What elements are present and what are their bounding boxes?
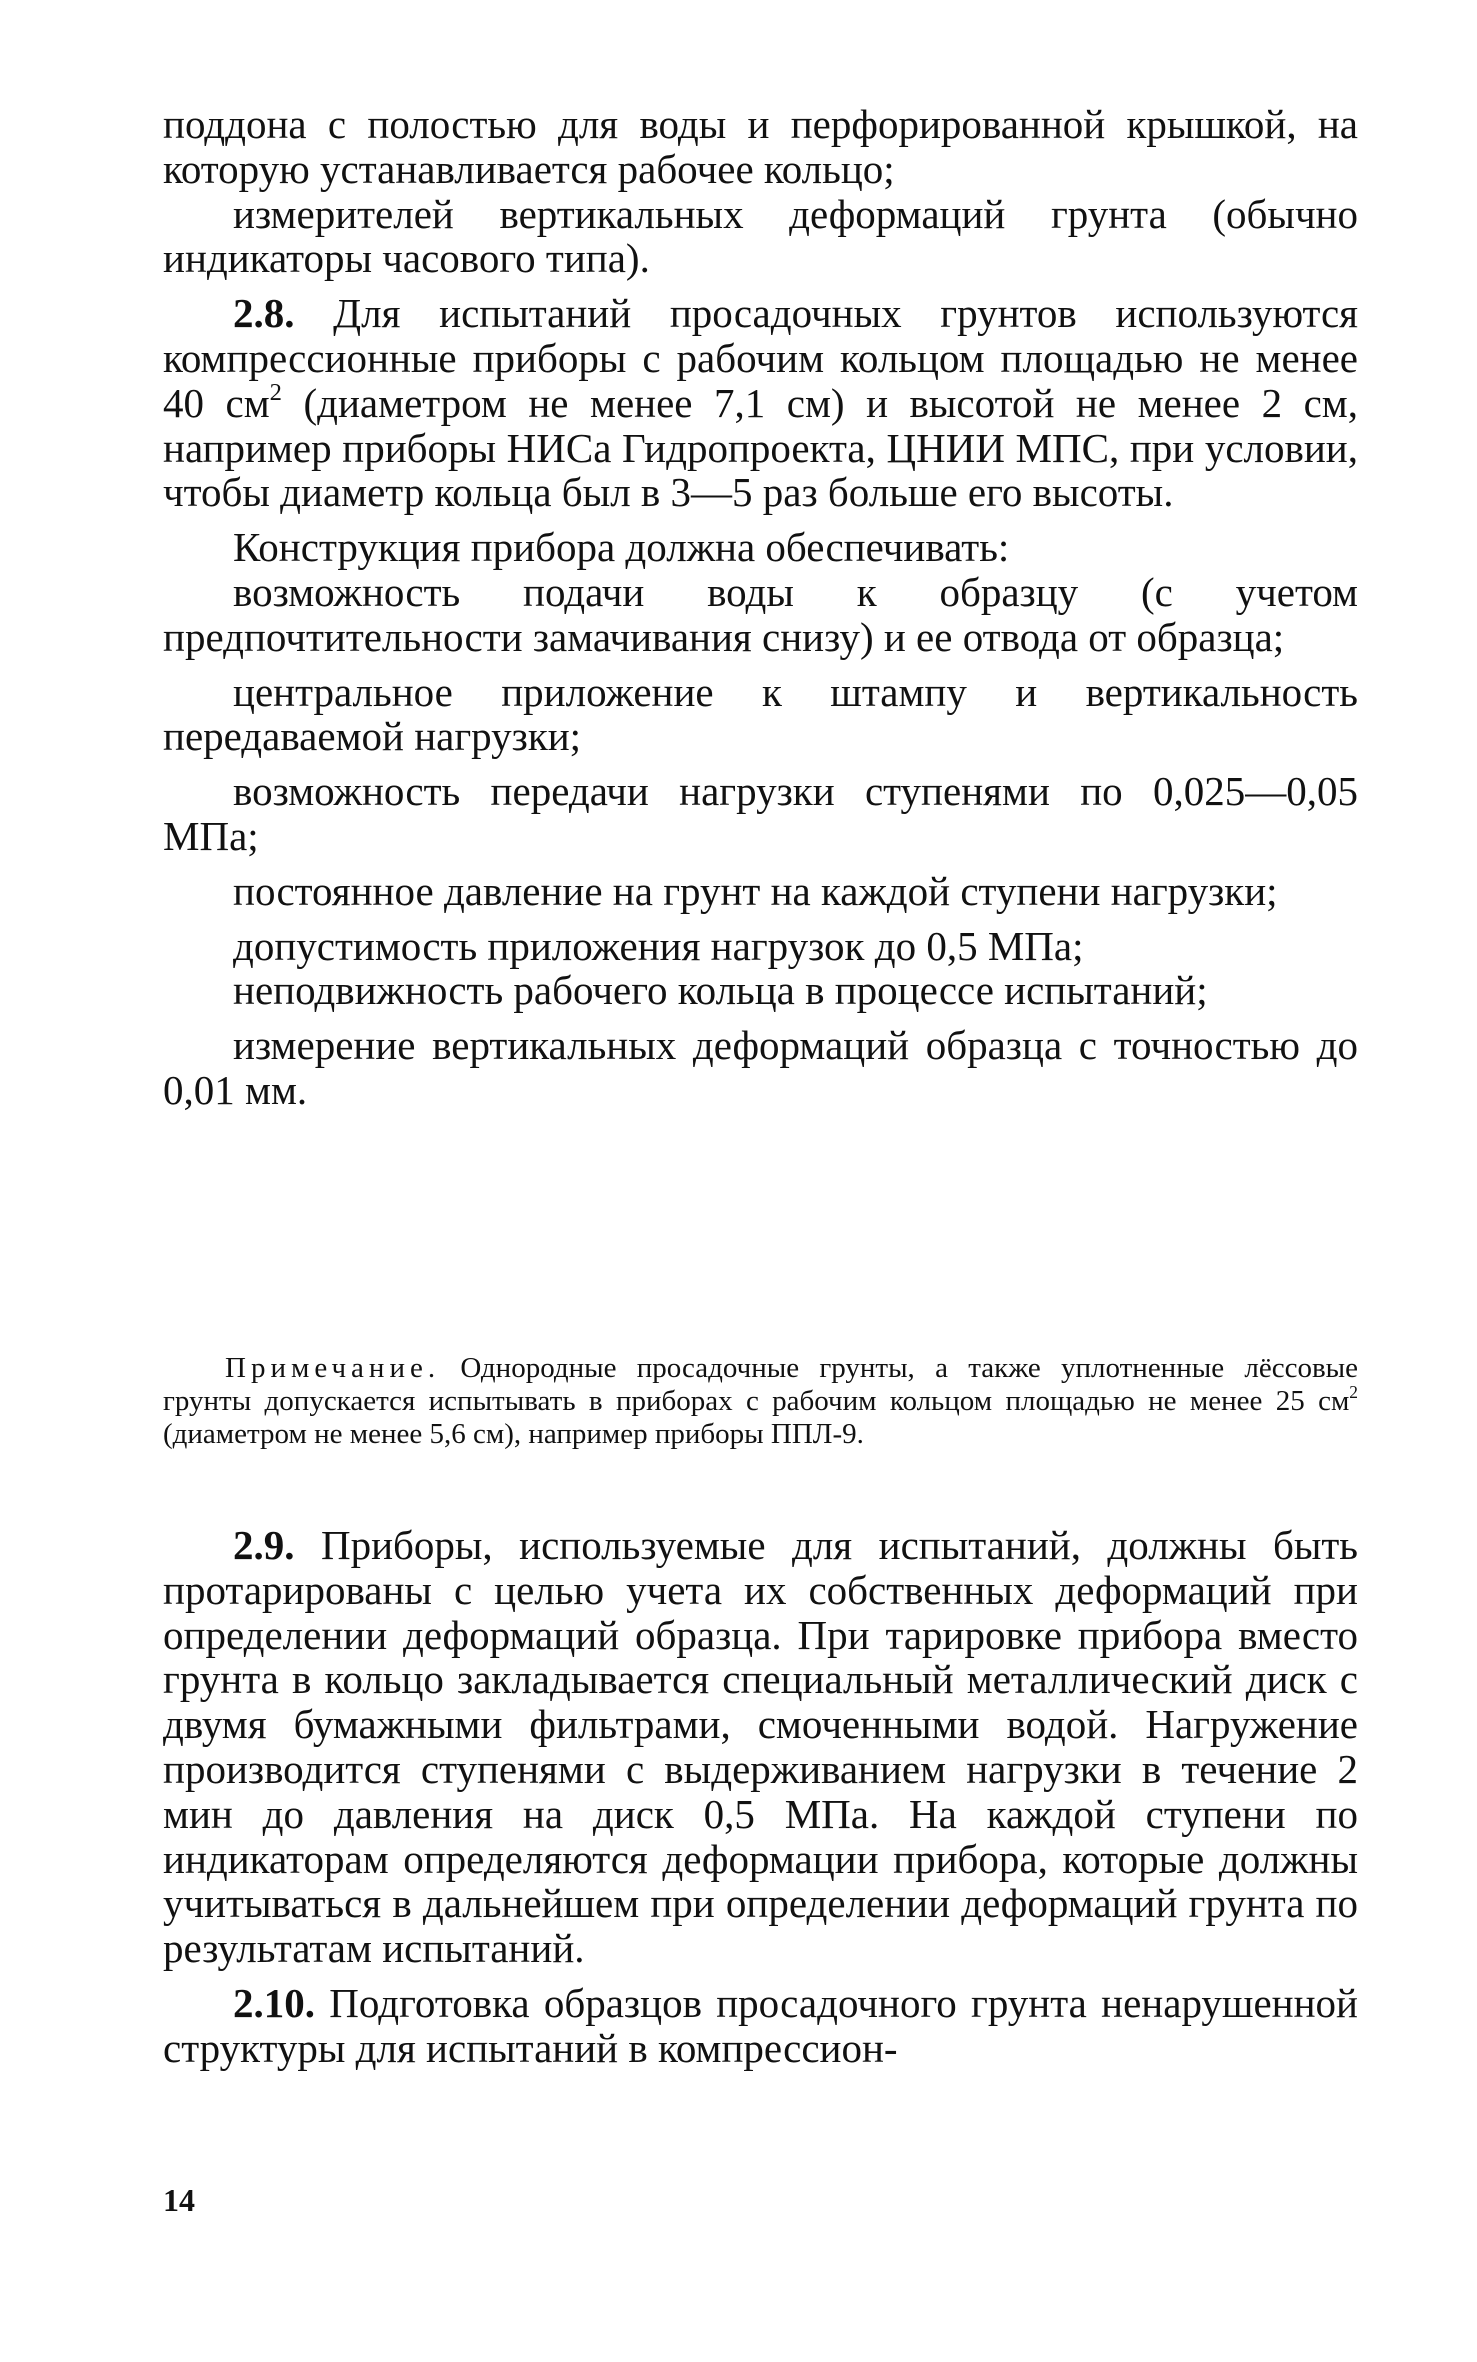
- main-text-block-2: [163, 1523, 1358, 2071]
- section-number: 2.10.: [233, 1979, 315, 2026]
- list-item-max-load: допустимость приложения нагрузок до 0,5 МПа;: [233, 922, 1084, 969]
- paragraph-text: Для испытаний просадочных грунтов используются компрессионные приборы с рабочим кольцом площадью не менее 40 см: [163, 290, 1359, 426]
- list-item-constant-pressure: постоянное давление на грунт на каждой ступени нагрузки;: [233, 867, 1278, 914]
- paragraph-pan-lid: поддона с полостью для воды и перфорированной крышкой, на которую устанавливается рабочее кольцо;: [163, 101, 1358, 192]
- list-item-water-supply: возможность подачи воды к образцу (с учетом предпочтительности замачивания снизу) и ее отвода от образца;: [163, 568, 1358, 660]
- main-text-block-1: [163, 102, 1358, 1113]
- superscript: 2: [269, 378, 282, 406]
- page-number: 14: [163, 2182, 195, 2218]
- superscript: 2: [1349, 1381, 1358, 1402]
- paragraph-text: Подготовка образцов просадочного грунта ненарушенной структуры для испытаний в компрессион-: [163, 1979, 1358, 2071]
- section-number: 2.9.: [233, 1522, 295, 1568]
- paragraph-2-8: [163, 291, 1358, 515]
- note-text: (диаметром не менее 5,6 см), например приборы ППЛ-9.: [163, 1418, 864, 1450]
- list-item-load-steps: возможность передачи нагрузки ступенями по 0,025—0,05 МПа;: [163, 768, 1358, 859]
- paragraph-2-9: [163, 1523, 1358, 1971]
- paragraph-text: Приборы, используемые для испытаний, должны быть протарированы с целью учета их собственных деформаций при определении деформаций образца. При тарировке прибора вместо грунта в кольцо закладывается специальный металлический диск с двумя бумажными фильтрами, смоченными водой. Нагружение производится ступенями с выдерживанием нагрузки в течение 2 мин до давления на диск 0,5 МПа. На каждой ступени по индикаторам определяются деформации прибора, которые должны учитываться в дальнейшем при определении деформаций грунта по результатам испытаний.: [163, 1522, 1358, 1972]
- paragraph-2-10: [163, 1981, 1358, 2071]
- note-paragraph: [163, 1352, 1358, 1451]
- list-item-fixed-ring: неподвижность рабочего кольца в процессе испытаний;: [233, 967, 1208, 1014]
- note-label: Примечание.: [225, 1352, 441, 1384]
- section-number: 2.8.: [233, 290, 295, 337]
- note-block: [163, 1352, 1358, 1451]
- list-item-central-load: центральное приложение к штампу и вертикальность передаваемой нагрузки;: [163, 668, 1358, 760]
- paragraph-construction-requirements: Конструкция прибора должна обеспечивать:: [233, 524, 1010, 571]
- list-item-measurement-accuracy: измерение вертикальных деформаций образца с точностью до 0,01 мм.: [163, 1022, 1358, 1113]
- paragraph-text: (диаметром не менее 7,1 см) и высотой не менее 2 см, например приборы НИСа Гидропроекта, ЦНИИ МПС, при условии, чтобы диаметр кольца был в 3—5 раз больше его высоты.: [163, 379, 1358, 516]
- note-text: Однородные просадочные грунты, а также уплотненные лёссовые грунты допускается испытывать в приборах с рабочим кольцом площадью не менее 25 см: [163, 1352, 1358, 1417]
- paragraph-deformation-gauges: измерителей вертикальных деформаций грунта (обычно индикаторы часового типа).: [163, 190, 1358, 282]
